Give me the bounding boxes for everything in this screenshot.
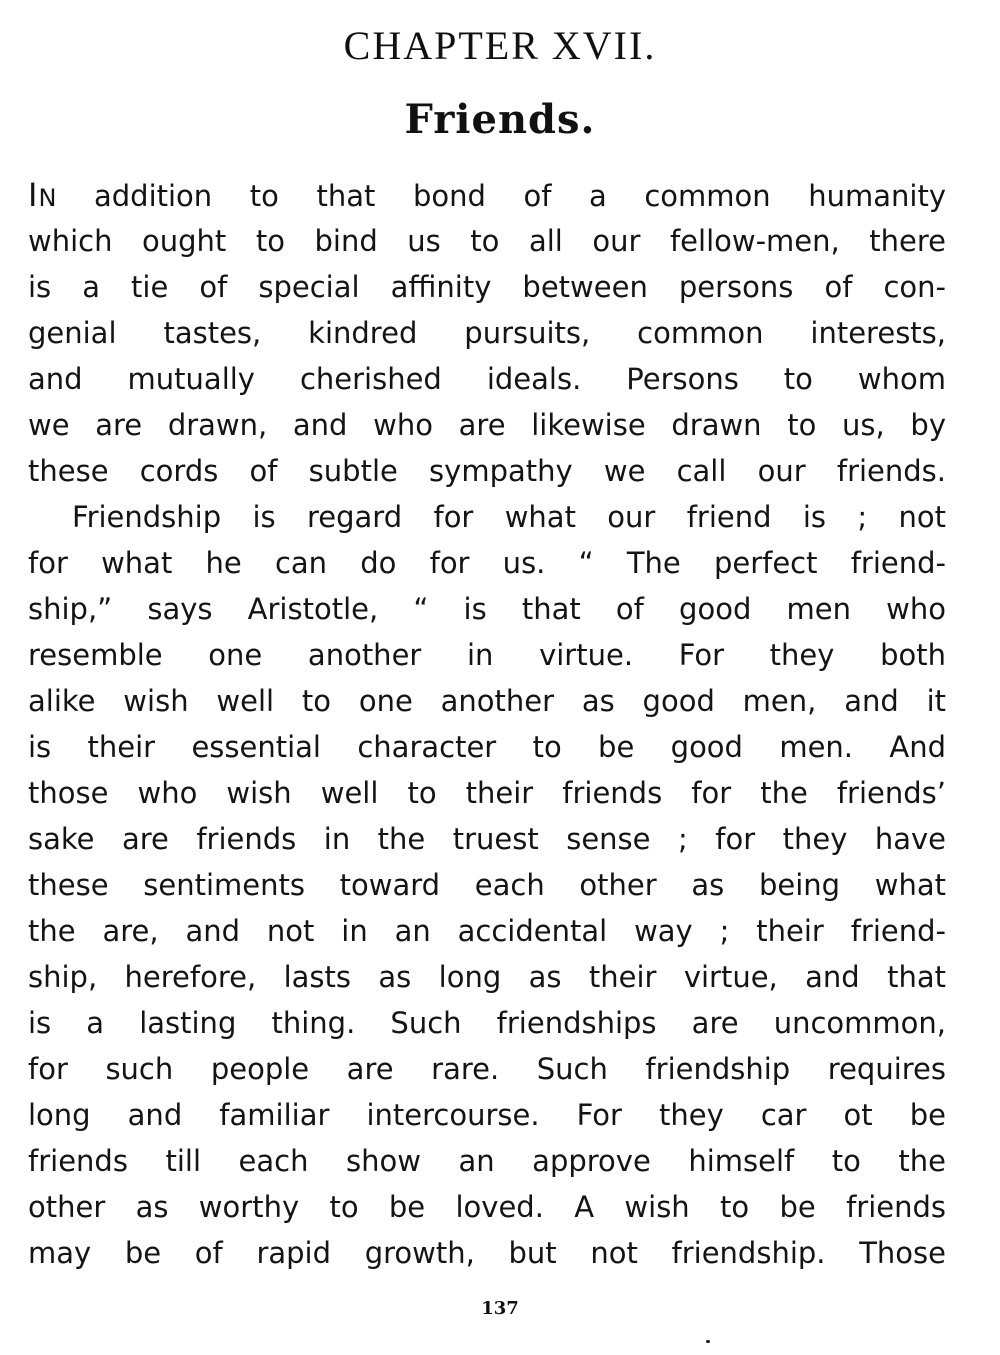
text-line: which ought to bind us to all our fellow-men, there	[28, 224, 946, 258]
text-line: is their essential character to be good men. And	[28, 730, 946, 764]
line-1-text: addition to that bond of a common humanity	[93, 179, 947, 213]
text-line: for such people are rare. Such friendship requires	[28, 1052, 946, 1086]
text-line: the are, and not in an accidental way ; their friend-	[28, 914, 946, 948]
text-line: other as worthy to be loved. A wish to be friends	[28, 1190, 946, 1224]
text-line: long and familiar intercourse. For they car ot be	[28, 1098, 946, 1132]
text-line: and mutually cherished ideals. Persons to whom	[28, 362, 946, 396]
body-text	[28, 172, 946, 1276]
text-line: may be of rapid growth, but not friendship. Those	[28, 1236, 946, 1270]
chapter-title: Friends.	[404, 96, 596, 143]
text-line	[28, 172, 946, 218]
text-line: sake are friends in the truest sense ; for they have	[28, 822, 946, 856]
text-line: Friendship is regard for what our friend is ; not	[72, 500, 946, 534]
text-line: those who wish well to their friends for the friends’	[28, 776, 946, 810]
text-line: we are drawn, and who are likewise drawn to us, by	[28, 408, 946, 442]
drop-cap: I	[28, 176, 39, 214]
small-cap: N	[38, 184, 57, 212]
text-line: friends till each show an approve himself to the	[28, 1144, 946, 1178]
text-line: ship, herefore, lasts as long as their virtue, and that	[28, 960, 946, 994]
text-line: is a lasting thing. Such friendships are uncommon,	[28, 1006, 946, 1040]
print-speck	[706, 1340, 710, 1343]
text-line: alike wish well to one another as good men, and it	[28, 684, 946, 718]
text-line: resemble one another in virtue. For they both	[28, 638, 946, 672]
text-line: these cords of subtle sympathy we call our friends.	[28, 454, 946, 488]
chapter-heading: CHAPTER XVII.	[343, 23, 657, 68]
text-line: these sentiments toward each other as being what	[28, 868, 946, 902]
text-line: is a tie of special affinity between persons of con-	[28, 270, 946, 304]
text-line: for what he can do for us. “ The perfect friend-	[28, 546, 946, 580]
text-line: genial tastes, kindred pursuits, common interests,	[28, 316, 946, 350]
page-number: 137	[481, 1298, 519, 1319]
text-line: ship,” says Aristotle, “ is that of good men who	[28, 592, 946, 626]
